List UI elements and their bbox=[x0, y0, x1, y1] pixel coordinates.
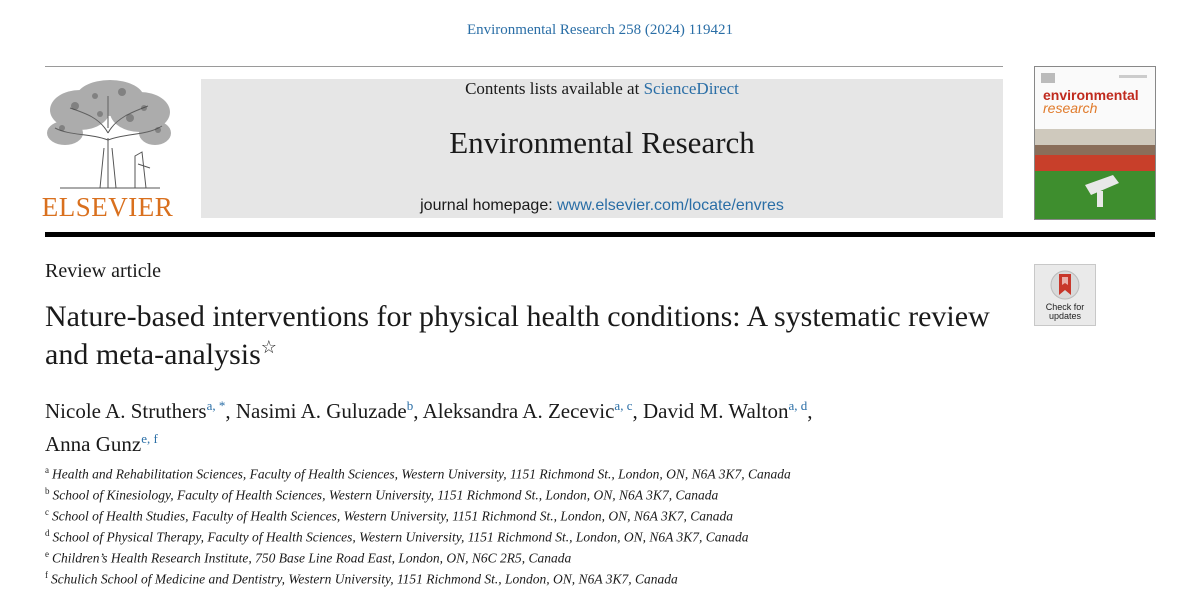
affiliation-key: a bbox=[45, 465, 49, 475]
author-affiliation-marker[interactable]: a, d bbox=[788, 398, 808, 413]
check-for-updates-label bbox=[1035, 303, 1095, 321]
author-affiliation-marker[interactable]: a, c bbox=[614, 398, 633, 413]
bookmark-icon bbox=[1035, 265, 1095, 305]
contents-line bbox=[201, 79, 1003, 99]
author-name[interactable]: Aleksandra A. Zecevic bbox=[422, 399, 615, 423]
author-affiliation-marker[interactable]: e, f bbox=[141, 431, 158, 446]
affiliation-key: c bbox=[45, 507, 49, 518]
check-line1: Check for bbox=[1045, 302, 1085, 312]
affiliation-text: Children’s Health Research Institute, 750 Base Line Road East, London, ON, N6C 2R5, Canada bbox=[52, 550, 572, 566]
journal-citation[interactable]: Environmental Research 258 (2024) 119421 bbox=[466, 22, 734, 38]
author bbox=[45, 432, 158, 456]
affiliation-text: School of Physical Therapy, Faculty of Health Sciences, Western University, 1151 Richmond St., London, ON, N6A 3K7, Canada bbox=[52, 529, 749, 545]
author bbox=[643, 399, 813, 423]
author-name[interactable]: Nicole A. Struthers bbox=[45, 399, 207, 423]
journal-homepage-link[interactable]: www.elsevier.com/locate/envres bbox=[557, 197, 784, 214]
affiliation-item bbox=[45, 546, 1145, 567]
affiliation-item bbox=[45, 567, 1145, 588]
check-line2: updates bbox=[1048, 311, 1082, 321]
journal-title[interactable]: Environmental Research bbox=[449, 125, 755, 160]
paper-title bbox=[45, 298, 1005, 374]
publisher-wordmark: ELSEVIER bbox=[41, 192, 174, 222]
affiliation-item bbox=[45, 483, 1145, 504]
author-separator: , bbox=[225, 399, 236, 423]
tree-emblem-icon bbox=[40, 78, 175, 193]
affiliation-text: Health and Rehabilitation Sciences, Faculty of Health Sciences, Western University, 1151 Richmond St., London, ON, N6A 3K7, Canada bbox=[52, 466, 791, 482]
header-divider bbox=[45, 66, 1003, 67]
author-separator: , bbox=[413, 399, 423, 423]
author-name[interactable]: Anna Gunz bbox=[45, 432, 142, 456]
affiliation-text: School of Health Studies, Faculty of Health Sciences, Western University, 1151 Richmond St., London, ON, N6A 3K7, Canada bbox=[52, 508, 734, 524]
author-separator: , bbox=[632, 399, 643, 423]
affiliation-key: f bbox=[45, 570, 48, 581]
sciencedirect-link[interactable]: ScienceDirect bbox=[643, 79, 739, 98]
affiliation-text: Schulich School of Medicine and Dentistry, Western University, 1151 Richmond St., London, ON, N6A 3K7, Canada bbox=[51, 571, 678, 587]
check-for-updates-button[interactable] bbox=[1034, 264, 1096, 326]
author-affiliation-marker[interactable]: a, * bbox=[206, 398, 226, 413]
journal-cover-thumbnail[interactable] bbox=[1034, 66, 1156, 220]
author bbox=[45, 399, 236, 423]
author-name[interactable]: Nasimi A. Guluzade bbox=[235, 399, 407, 423]
cover-title bbox=[1043, 89, 1139, 115]
title-footnote-star-icon[interactable]: ☆ bbox=[260, 337, 277, 357]
affiliation-item bbox=[45, 462, 1145, 483]
affiliation-item bbox=[45, 504, 1145, 525]
affiliation-text: School of Kinesiology, Faculty of Health Sciences, Western University, 1151 Richmond St., London, ON, N6A 3K7, Canada bbox=[52, 487, 719, 503]
affiliation-key: b bbox=[45, 486, 50, 497]
cover-title-line1: environmental bbox=[1043, 87, 1139, 103]
publisher-logo[interactable] bbox=[40, 78, 175, 223]
author bbox=[236, 399, 423, 423]
journal-banner bbox=[201, 79, 1003, 218]
affiliation-list bbox=[45, 462, 1145, 589]
header-rule bbox=[45, 232, 1155, 237]
affiliation-key: e bbox=[45, 549, 49, 560]
author-affiliation-marker[interactable]: b bbox=[406, 398, 414, 413]
affiliation-key: d bbox=[45, 528, 50, 539]
paper-title-text: Nature-based interventions for physical health conditions: A systematic review and meta-analysis bbox=[45, 300, 990, 371]
contents-prefix: Contents lists available at bbox=[465, 79, 644, 98]
affiliation-item bbox=[45, 525, 1145, 546]
author-name[interactable]: David M. Walton bbox=[642, 399, 789, 423]
journal-homepage-line bbox=[201, 197, 1003, 215]
cover-title-line2: research bbox=[1043, 100, 1098, 116]
author-separator: , bbox=[807, 399, 813, 423]
author bbox=[423, 399, 643, 423]
homepage-prefix: journal homepage: bbox=[420, 197, 558, 214]
author-list bbox=[45, 392, 1145, 458]
article-type: Review article bbox=[45, 260, 162, 282]
